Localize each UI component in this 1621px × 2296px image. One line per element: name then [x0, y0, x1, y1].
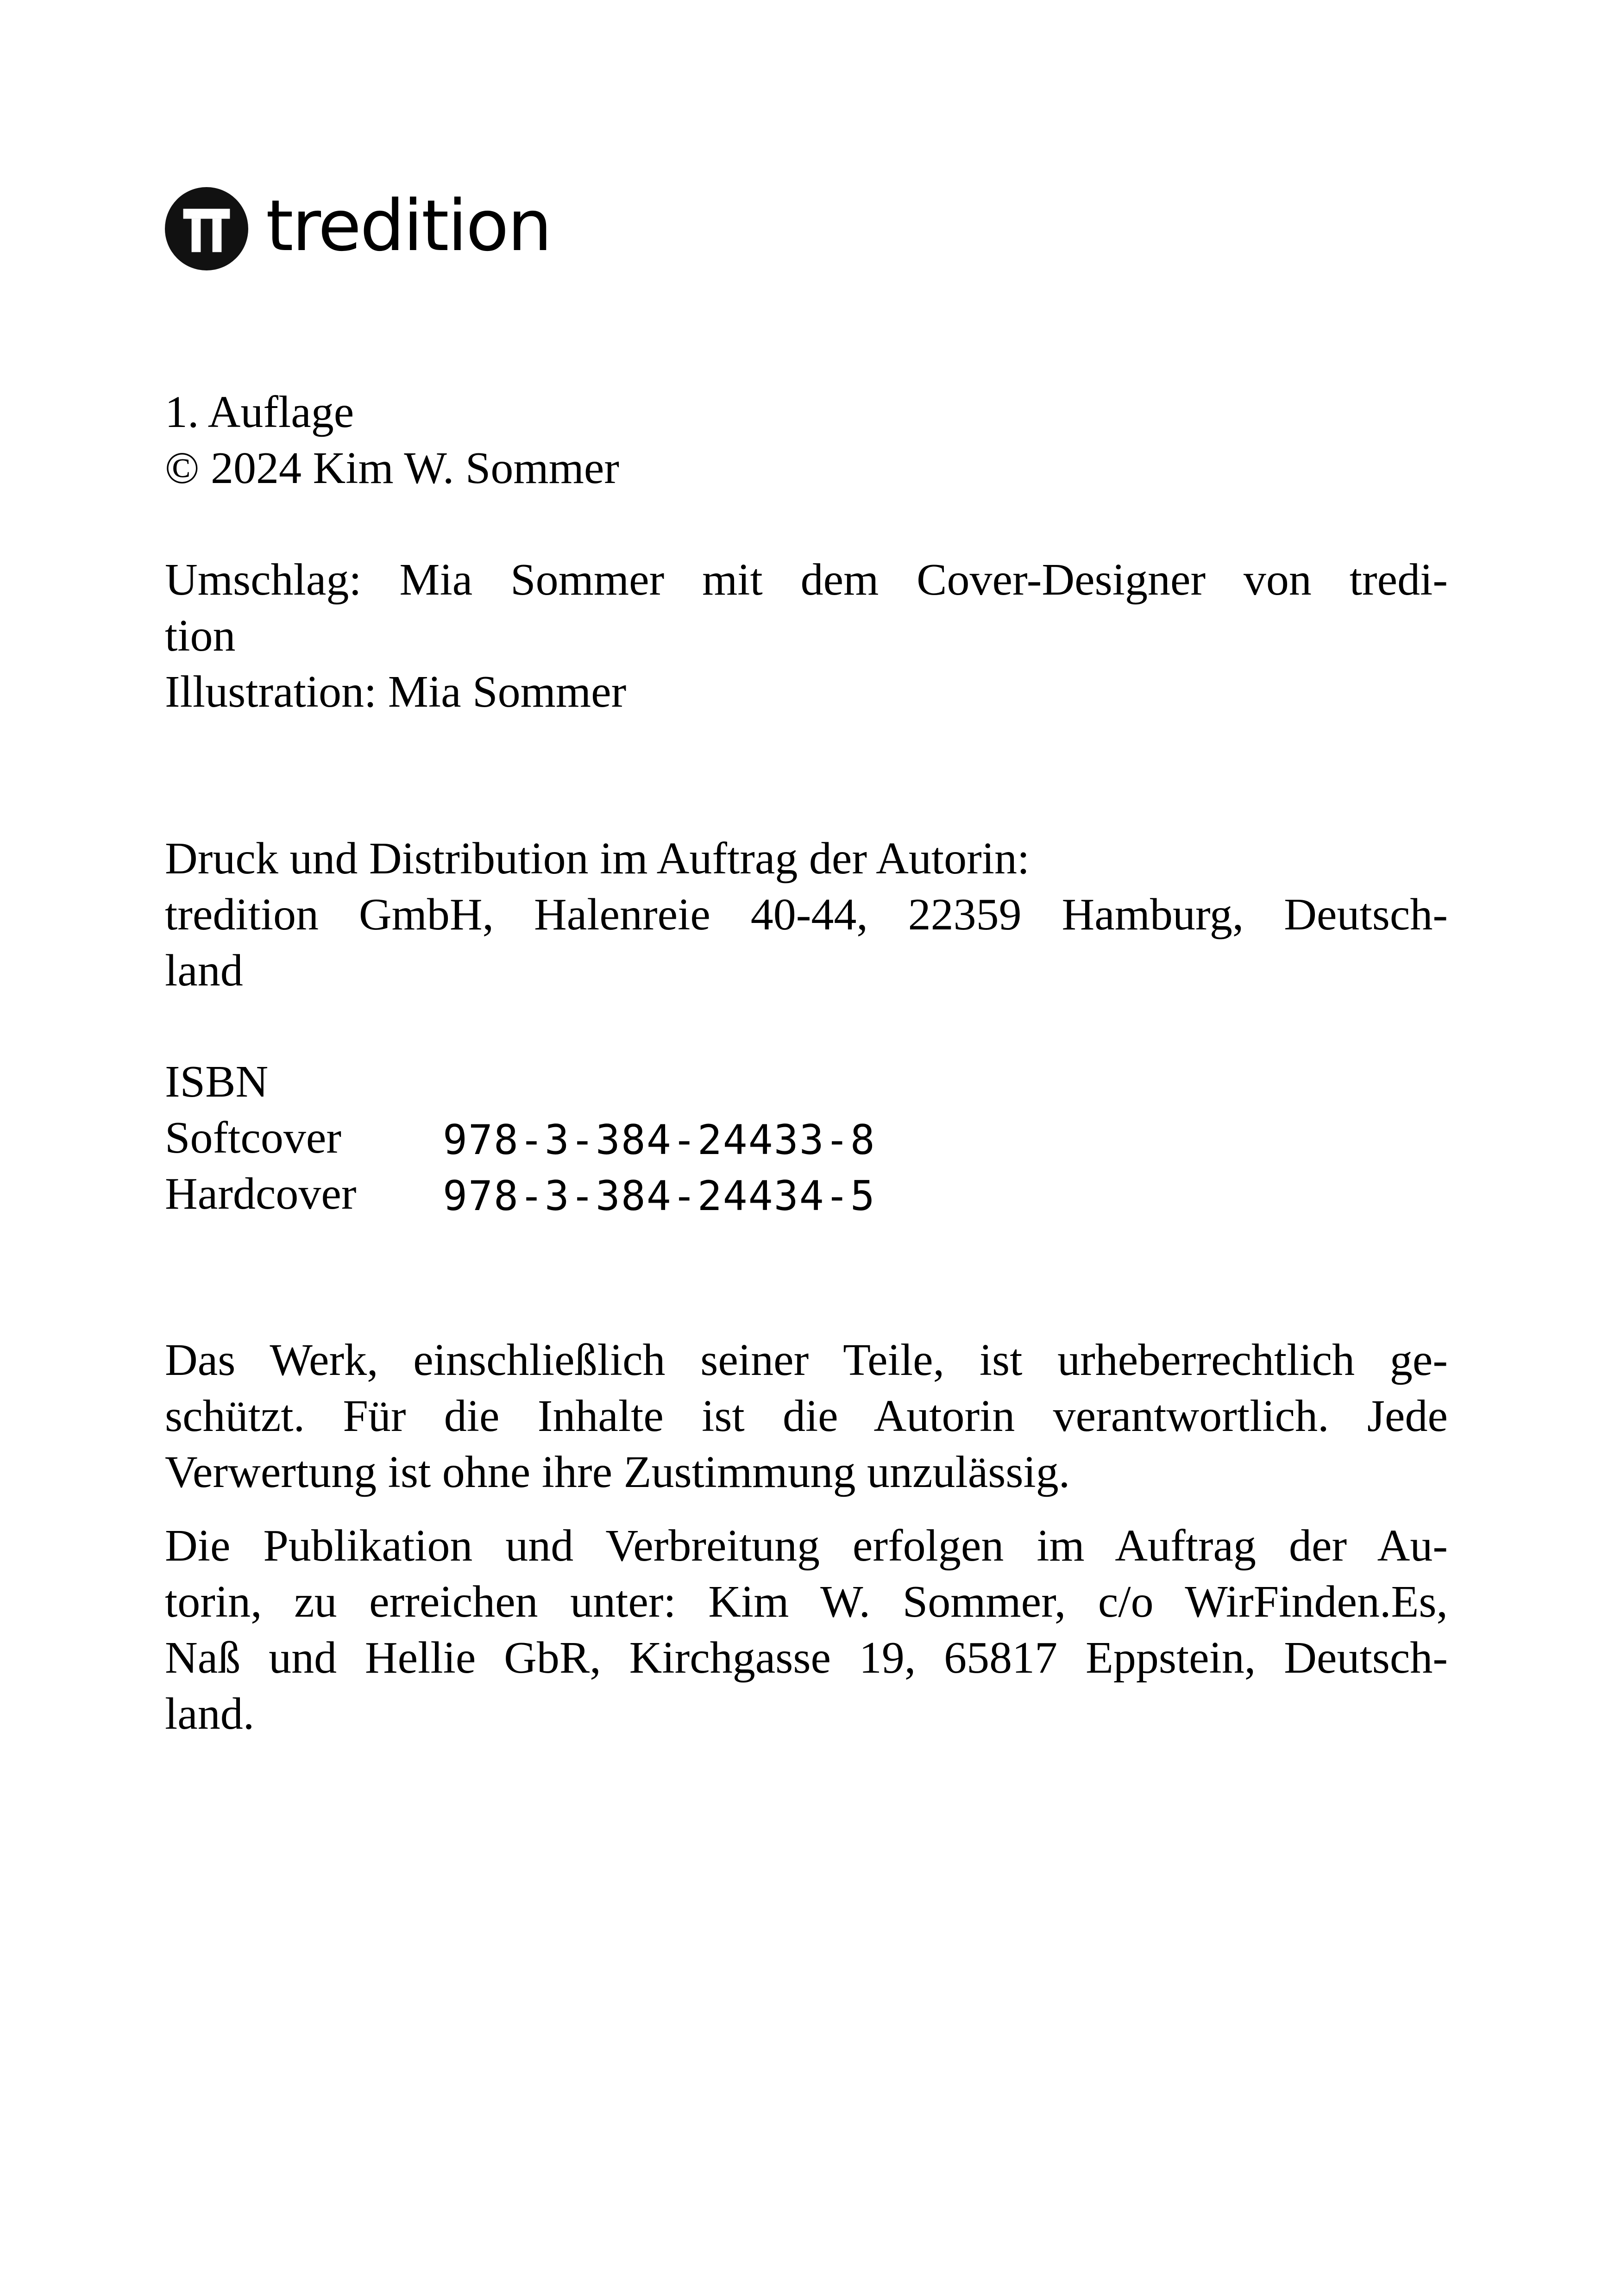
publisher-address-line: tredition GmbH, Halenreie 40-44, 22359 Hamburg, Deutsch- [165, 890, 1448, 940]
cover-credits-block [165, 552, 1448, 720]
publication-line: torin, zu erreichen unter: Kim W. Sommer, c/o WirFinden.Es, [165, 1577, 1448, 1627]
illustration-credit: Illustration: Mia Sommer [165, 667, 627, 717]
print-intro-line: Druck und Distribution im Auftrag der Autorin: [165, 834, 1030, 884]
edition-block [165, 384, 1448, 496]
print-distribution-block [165, 831, 1448, 999]
publisher-address-line-cont: land [165, 946, 243, 996]
publication-paragraph [165, 1518, 1448, 1742]
isbn-block [165, 1054, 1448, 1222]
rights-line: Verwertung ist ohne ihre Zustimmung unzulässig. [165, 1447, 1070, 1497]
rights-line: Das Werk, einschließlich seiner Teile, ist urheberrechtlich ge- [165, 1335, 1448, 1385]
isbn-number: 978-3-384-24434-5 [443, 1172, 876, 1220]
isbn-label: Hardcover [165, 1169, 357, 1219]
isbn-row-softcover [165, 1110, 1448, 1166]
isbn-label: Softcover [165, 1113, 341, 1163]
isbn-row-hardcover [165, 1166, 1448, 1222]
copyright-line: © 2024 Kim W. Sommer [165, 443, 620, 493]
edition-line: 1. Auflage [165, 387, 354, 437]
tredition-logo-mark-icon [165, 187, 248, 270]
publication-line: land. [165, 1689, 255, 1739]
rights-paragraph [165, 1332, 1448, 1500]
publication-line: Naß und Hellie GbR, Kirchgasse 19, 65817 Eppstein, Deutsch- [165, 1633, 1448, 1683]
logo-wordmark: tredition [266, 185, 551, 267]
isbn-heading: ISBN [165, 1057, 269, 1107]
publisher-logo [165, 187, 551, 270]
publication-line: Die Publikation und Verbreitung erfolgen im Auftrag der Au- [165, 1521, 1448, 1571]
cover-designer-line: Umschlag: Mia Sommer mit dem Cover-Designer von tredi- [165, 555, 1448, 605]
cover-designer-line-cont: tion [165, 611, 236, 661]
isbn-number: 978-3-384-24433-8 [443, 1116, 876, 1164]
rights-line: schützt. Für die Inhalte ist die Autorin verantwortlich. Jede [165, 1391, 1448, 1441]
